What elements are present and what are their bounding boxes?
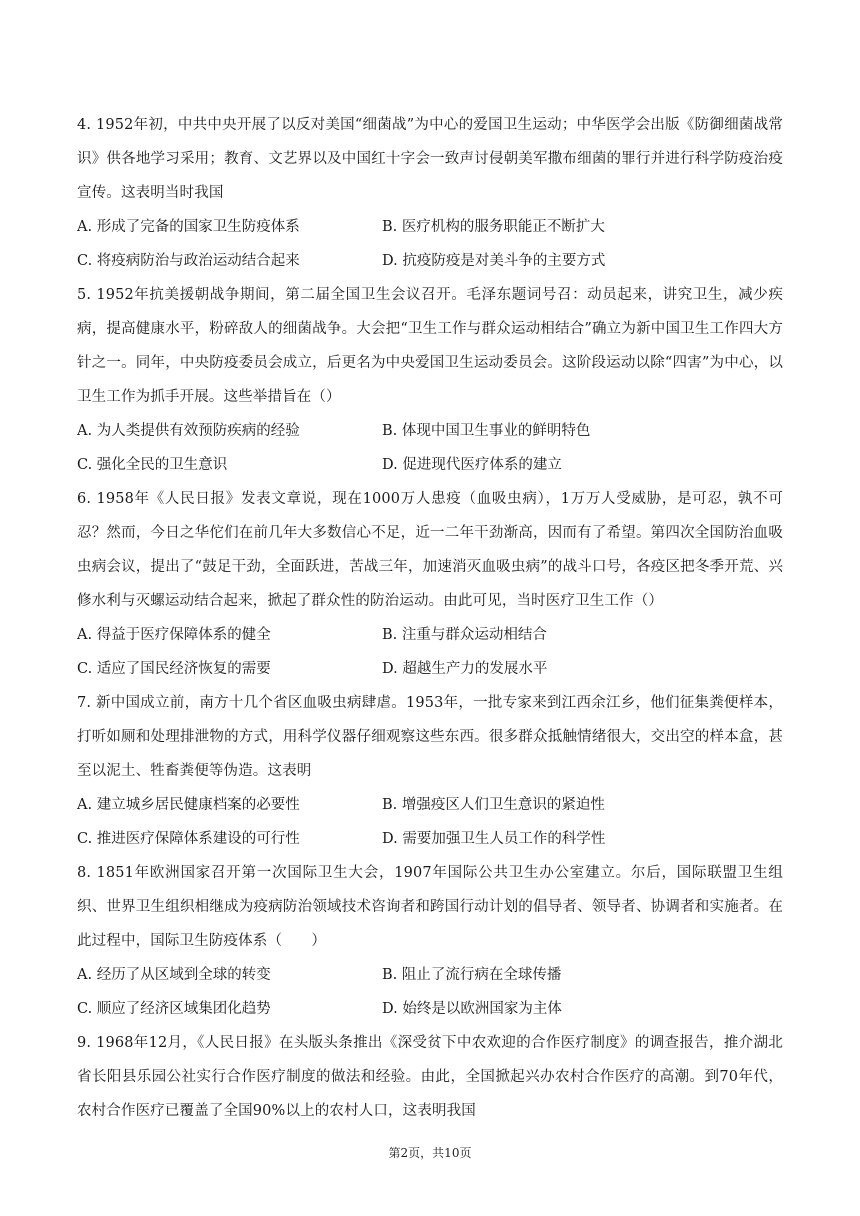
option-b[interactable]: B. 体现中国卫生事业的鲜明特色 <box>382 423 591 439</box>
option-grid <box>77 958 783 1026</box>
question-stem: 4. 1952年初，中共中央开展了以反对美国“细菌战”为中心的爱国卫生运动；中华医学会出版《防御细菌战常识》供各地学习采用；教育、文艺界以及中国红十字会一致声讨侵朝美军撒布细菌的罪行并进行科学防疫治疫宣传。这表明当时我国 <box>77 117 783 201</box>
option-c[interactable]: C. 适应了国民经济恢复的需要 <box>77 661 271 677</box>
question-7 <box>77 686 783 856</box>
option-grid <box>77 210 783 278</box>
option-b[interactable]: B. 阻止了流行病在全球传播 <box>382 967 562 983</box>
option-c[interactable]: C. 顺应了经济区域集团化趋势 <box>77 1001 271 1017</box>
question-stem: 5. 1952年抗美援朝战争期间，第二届全国卫生会议召开。毛泽东题词号召：动员起来，讲究卫生，减少疾病，提高健康水平，粉碎敌人的细菌战争。大会把“卫生工作与群众运动相结合”确立为新中国卫生工作四大方针之一。同年，中央防疫委员会成立，后更名为中央爱国卫生运动委员会。这阶段运动以除“四害”为中心，以卫生工作为抓手开展。这些举措旨在（） <box>77 287 783 405</box>
question-stem: 7. 新中国成立前，南方十几个省区血吸虫病肆虐。1953年，一批专家来到江西余江乡，他们征集粪便样本，打听如厕和处理排泄物的方式，用科学仪器仔细观察这些东西。很多群众抵触情绪很大，交出空的样本盒，甚至以泥土、牲畜粪便等伪造。这表明 <box>77 695 783 779</box>
option-c[interactable]: C. 强化全民的卫生意识 <box>77 457 228 473</box>
option-a[interactable]: A. 形成了完备的国家卫生防疫体系 <box>77 219 300 235</box>
option-a[interactable]: A. 为人类提供有效预防疾病的经验 <box>77 423 300 439</box>
option-grid <box>77 414 783 482</box>
option-d[interactable]: D. 超越生产力的发展水平 <box>382 661 548 677</box>
question-stem: 6. 1958年《人民日报》发表文章说，现在1000万人患疫（血吸虫病），1万万人受威胁，是可忍，孰不可忍？然而，今日之华佗们在前几年大多数信心不足，近一二年干劲渐高，因而有了希望。第四次全国防治血吸虫病会议，提出了“鼓足干劲，全面跃进，苦战三年，加速消灭血吸虫病”的战斗口号，各疫区把冬季开荒、兴修水利与灭螺运动结合起来，掀起了群众性的防治运动。由此可见，当时医疗卫生工作（） <box>77 491 783 609</box>
option-c[interactable]: C. 将疫病防治与政治运动结合起来 <box>77 253 300 269</box>
option-grid <box>77 618 783 686</box>
question-list <box>77 108 783 1128</box>
option-b[interactable]: B. 医疗机构的服务职能正不断扩大 <box>382 219 605 235</box>
option-d[interactable]: D. 促进现代医疗体系的建立 <box>382 457 562 473</box>
page-footer: 第2页，共10页 <box>388 1146 472 1160</box>
option-d[interactable]: D. 抗疫防疫是对美斗争的主要方式 <box>382 253 606 269</box>
question-8 <box>77 856 783 1026</box>
option-grid <box>77 788 783 856</box>
option-a[interactable]: A. 经历了从区域到全球的转变 <box>77 967 271 983</box>
question-6 <box>77 482 783 686</box>
option-d[interactable]: D. 需要加强卫生人员工作的科学性 <box>382 831 606 847</box>
option-a[interactable]: A. 建立城乡居民健康档案的必要性 <box>77 797 300 813</box>
option-b[interactable]: B. 注重与群众运动相结合 <box>382 627 547 643</box>
option-b[interactable]: B. 增强疫区人们卫生意识的紧迫性 <box>382 797 605 813</box>
option-c[interactable]: C. 推进医疗保障体系建设的可行性 <box>77 831 300 847</box>
question-5 <box>77 278 783 482</box>
question-4 <box>77 108 783 278</box>
question-stem: 8. 1851年欧洲国家召开第一次国际卫生大会，1907年国际公共卫生办公室建立。尔后，国际联盟卫生组织、世界卫生组织相继成为疫病防治领域技术咨询者和跨国行动计划的倡导者、领导者、协调者和实施者。在此过程中，国际卫生防疫体系（ ） <box>77 865 783 949</box>
option-d[interactable]: D. 始终是以欧洲国家为主体 <box>382 1001 562 1017</box>
question-9 <box>77 1026 783 1128</box>
option-a[interactable]: A. 得益于医疗保障体系的健全 <box>77 627 271 643</box>
question-stem: 9. 1968年12月，《人民日报》在头版头条推出《深受贫下中农欢迎的合作医疗制度》的调查报告，推介湖北省长阳县乐园公社实行合作医疗制度的做法和经验。由此，全国掀起兴办农村合作医疗的高潮。到70年代，农村合作医疗已覆盖了全国90%以上的农村人口，这表明我国 <box>77 1035 783 1119</box>
